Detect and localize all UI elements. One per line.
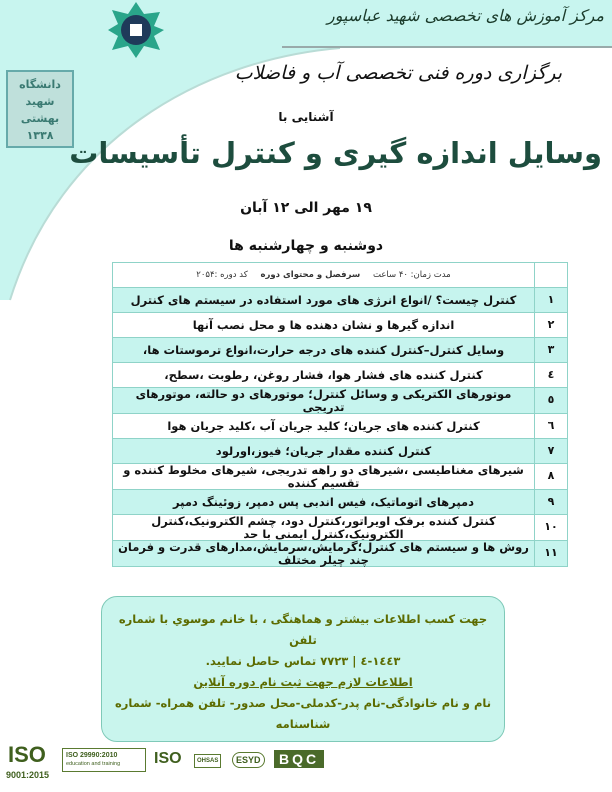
table-row bbox=[113, 363, 568, 388]
syllabus-table bbox=[112, 262, 568, 567]
table-row bbox=[113, 313, 568, 338]
iso-9001-label: 9001:2015 bbox=[6, 770, 50, 780]
row-topic: دمپرهای اتوماتیک، فیس اندبی پس دمپر، زوئینگ دمپر bbox=[113, 490, 535, 515]
page-title: وسایل اندازه گیری و کنترل تأسیسات bbox=[69, 136, 602, 170]
row-number: ۱۰ bbox=[535, 515, 568, 541]
iso-9001-logo: ISO bbox=[8, 742, 46, 767]
row-number: ٥ bbox=[535, 388, 568, 414]
iso-logo: ISO bbox=[154, 750, 182, 767]
row-topic: موتورهای الکتریکی و وسائل کنترل؛ موتورهای دو حالته، موتورهای تدریجی bbox=[113, 388, 535, 414]
table-row bbox=[113, 414, 568, 439]
table-row bbox=[113, 515, 568, 541]
ohsas-logo: OHSAS bbox=[194, 754, 221, 768]
course-code: کد دوره :۲۰۵۴ bbox=[196, 269, 248, 280]
divider bbox=[282, 46, 612, 48]
intro-text: آشنایی با bbox=[278, 110, 334, 124]
table-row bbox=[113, 439, 568, 464]
registration-fields: نام و نام خانوادگی-نام پدر-کدملی-محل صدور- تلفن همراه- شماره شناسنامه bbox=[114, 696, 492, 731]
bqc-logo: BQC bbox=[274, 750, 324, 768]
row-topic: کنترل چیست؟ /انواع انرژی های مورد استفاده در سیستم های کنترل bbox=[113, 288, 535, 313]
row-number: ٤ bbox=[535, 363, 568, 388]
row-topic: کنترل کننده برفک اویراتور،کنترل دود، چشم الکترونیک،کنترل الکترونیک،کنترل ایمنی با حد bbox=[113, 515, 535, 541]
table-row bbox=[113, 338, 568, 363]
iso-29990-label: ISO 29990:2010 bbox=[66, 752, 118, 759]
certification-logos bbox=[0, 736, 360, 792]
course-dates: ۱۹ مهر الی ۱۲ آبان bbox=[240, 200, 372, 216]
table-row bbox=[113, 541, 568, 567]
row-topic: اندازه گیرها و نشان دهنده ها و محل نصب آنها bbox=[113, 313, 535, 338]
iso-29990-logo bbox=[62, 748, 146, 772]
row-number: ۲ bbox=[535, 313, 568, 338]
center-name: مرکز آموزش های تخصصی شهید عباسپور bbox=[327, 6, 604, 25]
table-row bbox=[113, 388, 568, 414]
table-row bbox=[113, 288, 568, 313]
contact-line: جهت کسب اطلاعات بیشتر و هماهنگی ، با خانم موسوي با شماره تلفن bbox=[118, 612, 488, 647]
abbaspour-center-logo bbox=[108, 2, 164, 58]
row-topic: شیرهای مغناطیسی ،شیرهای دو راهه تدریجی، شیرهای مخلوط کننده و تقسیم کننده bbox=[113, 464, 535, 490]
table-heading: سرفصل و محتوای دوره bbox=[260, 269, 361, 280]
row-topic: کنترل کننده های جریان؛ کلید جریان آب ،کلید جریان هوا bbox=[113, 414, 535, 439]
row-number: ۷ bbox=[535, 439, 568, 464]
esyd-logo: ESYD bbox=[232, 752, 265, 768]
table-row bbox=[113, 490, 568, 515]
table-row bbox=[113, 464, 568, 490]
course-banner: برگزاری دوره فنی تخصصی آب و فاضلاب bbox=[234, 62, 562, 84]
row-number: ۱ bbox=[535, 288, 568, 313]
iso-29990-sub: education and training bbox=[66, 761, 121, 767]
university-logo: دانشگاه شهید بهشتی ۱۳۳۸ bbox=[6, 70, 74, 148]
row-topic: کنترل کننده مقدار جریان؛ فیوز،اورلود bbox=[113, 439, 535, 464]
course-days: دوشنبه و چهارشنبه ها bbox=[228, 238, 384, 254]
row-number: ۸ bbox=[535, 464, 568, 490]
row-number: ۹ bbox=[535, 490, 568, 515]
contact-info-box bbox=[101, 596, 505, 742]
table-header bbox=[113, 263, 535, 288]
row-topic: روش ها و سیستم های کنترل؛گرمایش،سرمایش،مدارهای قدرت و فرمان چند چیلر مختلف bbox=[113, 541, 535, 567]
row-number: ٦ bbox=[535, 414, 568, 439]
duration: مدت زمان: ۴۰ ساعت bbox=[372, 269, 451, 280]
contact-phone: ۱٤٤۳-٤ | ۷۷۲۳ تماس حاصل نمایید. bbox=[205, 654, 401, 668]
registration-heading: اطلاعات لازم جهت ثبت نام دوره آنلاین bbox=[193, 675, 413, 689]
row-number: ۱۱ bbox=[535, 541, 568, 567]
row-number: ۳ bbox=[535, 338, 568, 363]
row-topic: وسایل کنترل–کنترل کننده های درجه حرارت،انواع ترموستات ها، bbox=[113, 338, 535, 363]
row-topic: کنترل کننده های فشار هوا، فشار روغن، رطوبت ،سطح، bbox=[113, 363, 535, 388]
table-header-row bbox=[113, 263, 568, 288]
